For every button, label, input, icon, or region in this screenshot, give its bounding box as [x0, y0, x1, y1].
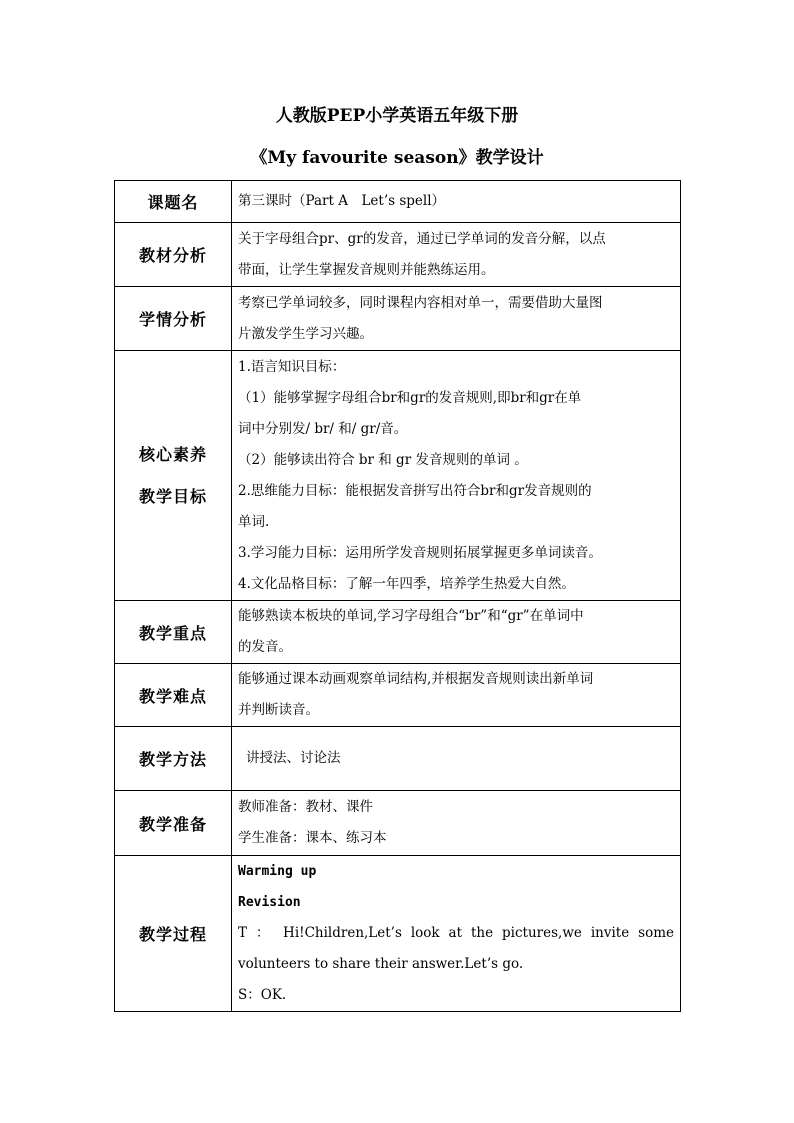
lesson-plan-table	[114, 180, 681, 1012]
content-line: T ： Hi!Children,Let’s look at the pictures,we invite some	[238, 925, 674, 941]
row-label-material-analysis: 教材分析	[115, 223, 232, 287]
row-label-learner-analysis: 学情分析	[115, 287, 232, 351]
table-row-objectives	[115, 351, 681, 601]
row-content-methods	[232, 727, 681, 791]
row-content-key-points	[232, 601, 681, 664]
content-line: S：OK.	[238, 987, 287, 1003]
document-title: 人教版PEP小学英语五年级下册	[275, 106, 519, 126]
content-line: （2）能够读出符合 br 和 gr 发音规则的单词 。	[238, 451, 528, 468]
row-content-difficulties	[232, 664, 681, 727]
row-content-material-analysis	[232, 223, 681, 287]
label-line: 核心素养	[138, 444, 207, 464]
table-row-preparation	[115, 791, 681, 856]
table-row-learner-analysis	[115, 287, 681, 351]
table-row-difficulties	[115, 664, 681, 727]
row-content-objectives	[232, 351, 681, 601]
content-line: 教师准备：教材、课件	[238, 799, 373, 815]
content-line: 学生准备：课本、练习本	[238, 830, 387, 846]
row-content-learner-analysis	[232, 287, 681, 351]
content-line: 2.思维能力目标：能根据发音拼写出符合br和gr发音规则的	[238, 482, 592, 499]
content-line: 1.语言知识目标：	[238, 358, 346, 375]
row-label-objectives	[115, 351, 232, 601]
topic-text: 第三课时（Part A Let’s spell）	[238, 193, 446, 209]
content-line: （1）能够掌握字母组合br和gr的发音规则,即br和gr在单	[238, 389, 582, 406]
content-line: 词中分别发/ br/ 和/ gr/音。	[238, 420, 408, 437]
content-line: 考察已学单词较多，同时课程内容相对单一，需要借助大量图	[238, 294, 603, 311]
content-line: 讲授法、讨论法	[246, 750, 341, 766]
content-line: 能够熟读本板块的单词,学习字母组合“br”和“gr”在单词中	[238, 608, 584, 624]
content-line: volunteers to share their answer.Let’s go.	[238, 956, 524, 972]
content-line: 3.学习能力目标：运用所学发音规则拓展掌握更多单词读音。	[238, 544, 602, 561]
table-row-topic	[115, 181, 681, 223]
content-line: 带面，让学生掌握发音规则并能熟练运用。	[238, 261, 495, 278]
content-line: Warming up	[238, 864, 317, 879]
row-content-topic	[232, 181, 681, 223]
table-row-methods	[115, 727, 681, 791]
content-line: 关于字母组合pr、gr的发音，通过已学单词的发音分解，以点	[238, 230, 606, 247]
row-content-process	[232, 856, 681, 1012]
content-line: 的发音。	[238, 639, 292, 655]
row-label-methods: 教学方法	[115, 727, 232, 791]
label-line: 教学目标	[138, 486, 207, 506]
content-line: 单词.	[238, 513, 270, 530]
row-label-difficulties: 教学难点	[115, 664, 232, 727]
row-label-preparation: 教学准备	[115, 791, 232, 856]
content-line: 4.文化品格目标：了解一年四季，培养学生热爱大自然。	[238, 575, 575, 592]
table-row-key-points	[115, 601, 681, 664]
content-line: Revision	[238, 895, 301, 910]
row-label-topic: 课题名	[115, 181, 232, 223]
table-row-process	[115, 856, 681, 1012]
table-row-material-analysis	[115, 223, 681, 287]
document-subtitle: 《My favourite season》教学设计	[250, 148, 544, 168]
row-label-process: 教学过程	[115, 856, 232, 1012]
row-content-preparation	[232, 791, 681, 856]
content-line: 片激发学生学习兴趣。	[238, 325, 373, 342]
row-label-key-points: 教学重点	[115, 601, 232, 664]
content-line: 能够通过课本动画观察单词结构,并根据发音规则读出新单词	[238, 671, 594, 687]
content-line: 并判断读音。	[238, 702, 319, 718]
